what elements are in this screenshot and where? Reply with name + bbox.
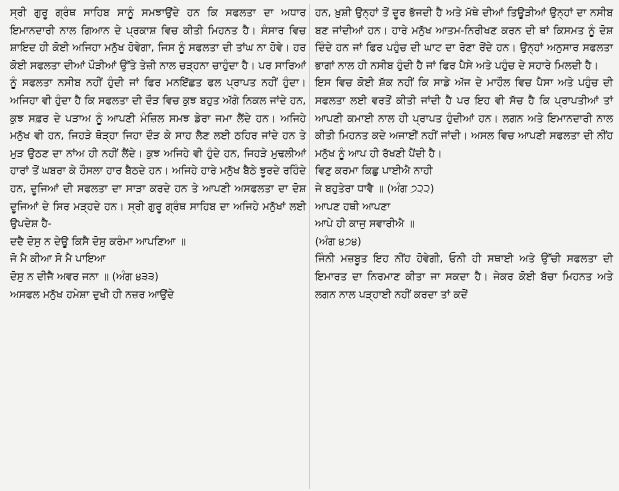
verse-ang-433 [10,234,306,287]
right-paragraph-3: ਜਿੰਨੀ ਮਜ਼ਬੂਤ ਇਹ ਨੀਂਹ ਹੋਵੇਗੀ, ਓਨੀ ਹੀ ਸਥਾਈ ਅਤੇ ਉੱਚੀ ਸਫਲਤਾ ਦੀ ਇਮਾਰਤ ਦਾ ਨਿਰਮਾਣ ਕੀਤਾ ਜਾ ਸਕਦਾ ਹੈ। ਜੇਕਰ ਕੋਈ ਬੱਚਾ ਮਿਹਨਤ ਅਤੇ ਲਗਨ ਨਾਲ ਪੜ੍ਹਾਈ ਨਹੀਂ ਕਰਦਾ ਤਾਂ ਕਦੋਂ [315,253,613,301]
column-divider [309,4,310,489]
verse-line: (ਅੰਗ ੪੭੪) [315,235,362,248]
verse-line: ਦਦੈ ਦੋਸੁ ਨ ਦੇਊ ਕਿਸੈ ਦੋਸੁ ਕਰੰਮਾ ਆਪਣਿਆ ॥ [10,235,186,248]
left-column [10,5,306,304]
right-column [315,5,613,304]
verse-line: ਜੋ ਮੈ ਕੀਆ ਸੋ ਮੈ ਪਾਇਆ [10,253,106,266]
left-paragraph-1: ਸ੍ਰੀ ਗੁਰੂ ਗ੍ਰੰਥ ਸਾਹਿਬ ਸਾਨੂੰ ਸਮਝਾਉਂਦੇ ਹਨ ਕਿ ਸਫਲਤਾ ਦਾ ਅਧਾਰ ਇਮਾਨਦਾਰੀ ਨਾਲ ਗਿਆਨ ਦੇ ਪ੍ਰਕਾਸ਼ ਵਿਚ ਕੀਤੀ ਮਿਹਨਤ ਹੈ। ਸੰਸਾਰ ਵਿਚ ਸ਼ਾਇਦ ਹੀ ਕੋਈ ਅਜਿਹਾ ਮਨੁੱਖ ਹੋਵੇਗਾ, ਜਿਸ ਨੂੰ ਸਫਲਤਾ ਦੀ ਤਾਂਘ ਨਾ ਹੋਵੇ। ਹਰ ਕੋਈ ਸਫਲਤਾ ਦੀਆਂ ਪੌੜੀਆਂ ਉੱਤੇ ਤੇਜ਼ੀ ਨਾਲ ਚੜ੍ਹਨਾ ਚਾਹੁੰਦਾ ਹੈ। ਪਰ ਸਾਰਿਆਂ ਨੂੰ ਸਫਲਤਾ ਨਸੀਬ ਨਹੀਂ ਹੁੰਦੀ ਜਾਂ ਫਿਰ ਮਨਇੱਛਤ ਫਲ ਪ੍ਰਾਪਤ ਨਹੀਂ ਹੁੰਦਾ। ਅਜਿਹਾ ਵੀ ਹੁੰਦਾ ਹੈ ਕਿ ਸਫਲਤਾ ਦੀ ਦੌੜ ਵਿਚ ਕੁਝ ਬਹੁਤ ਅੱਗੇ ਨਿਕਲ ਜਾਂਦੇ ਹਨ, ਕੁਝ ਸਫ਼ਰ ਦੇ ਪੜਾਅ ਨੂੰ ਆਪਣੀ ਮੰਜ਼ਿਲ ਸਮਝ ਡੇਰਾ ਜਮਾ ਲੈਂਦੇ ਹਨ। ਅਜਿਹੇ ਮਨੁੱਖ ਵੀ ਹਨ, ਜਿਹੜੇ ਥੋੜ੍ਹਾ ਜਿਹਾ ਦੌੜ ਕੇ ਸਾਹ ਲੈਣ ਲਈ ਠਹਿਰ ਜਾਂਦੇ ਹਨ ਤੇ ਮੁੜ ਉਠਣ ਦਾ ਨਾਂਅ ਹੀ ਨਹੀਂ ਲੈਂਦੇ। ਕੁਝ ਅਜਿਹੇ ਵੀ ਹੁੰਦੇ ਹਨ, ਜਿਹੜੇ ਮੁਢਲੀਆਂ ਹਾਰਾਂ ਤੋਂ ਘਬਰਾ ਕੇ ਹੌਸਲਾ ਹਾਰ ਬੈਠਦੇ ਹਨ। ਅਜਿਹੇ ਹਾਰੇ ਮਨੁੱਖ ਬੈਠੇ ਝੂਰਦੇ ਰਹਿੰਦੇ ਹਨ, ਦੂਜਿਆਂ ਦੀ ਸਫਲਤਾ ਦਾ ਸਾੜਾ ਕਰਦੇ ਹਨ ਤੇ ਆਪਣੀ ਅਸਫਲਤਾ ਦਾ ਦੋਸ਼ ਦੂਜਿਆਂ ਦੇ ਸਿਰ ਮੜ੍ਹਦੇ ਹਨ। ਸ੍ਰੀ ਗੁਰੂ ਗ੍ਰੰਥ ਸਾਹਿਬ ਦਾ ਅਜਿਹੇ ਮਨੁੱਖਾਂ ਲਈ ਉਪਦੇਸ਼ ਹੈ- [10,7,306,231]
left-paragraph-2: ਅਸਫਲ ਮਨੁੱਖ ਹਮੇਸ਼ਾ ਦੁਖੀ ਹੀ ਨਜ਼ਰ ਆਉਂਦੇ [10,288,175,301]
verse-ang-722 [315,163,613,198]
right-paragraph-1: ਹਨ, ਖ਼ੁਸ਼ੀ ਉਨ੍ਹਾਂ ਤੋਂ ਦੂਰ ਭੱਜਦੀ ਹੈ ਅਤੇ ਮੱਥੇ ਦੀਆਂ ਤਿਊੜੀਆਂ ਉਨ੍ਹਾਂ ਦਾ ਨਸੀਬ ਬਣ ਜਾਂਦੀਆਂ ਹਨ। ਹਾਰੇ ਮਨੁੱਖ ਆਤਮ-ਨਿਰੀਖਣ ਕਰਨ ਦੀ ਥਾਂ ਕਿਸਮਤ ਨੂੰ ਦੋਸ਼ ਦਿੰਦੇ ਹਨ ਜਾਂ ਫਿਰ ਪਹੁੰਚ ਦੀ ਘਾਟ ਦਾ ਰੋਣਾ ਰੋਂਦੇ ਹਨ। ਉਨ੍ਹਾਂ ਅਨੁਸਾਰ ਸਫਲਤਾ ਭਾਗਾਂ ਨਾਲ ਹੀ ਨਸੀਬ ਹੁੰਦੀ ਹੈ ਜਾਂ ਫਿਰ ਪੈਸੇ ਅਤੇ ਪਹੁੰਚ ਦੇ ਸਹਾਰੇ ਮਿਲਦੀ ਹੈ। [315,7,613,72]
verse-line: ਜੇ ਬਹੁਤੇਰਾ ਧਾਵੈ ॥ (ਅੰਗ ੭੨੨) [315,182,435,195]
verse-line: ਆਪੇ ਹੀ ਕਾਜੁ ਸਵਾਰੀਐ ॥ [315,218,415,231]
verse-line: ਦੋਸੁ ਨ ਦੀਜੈ ਅਵਰ ਜਨਾ ॥ (ਅੰਗ ੪੩੩) [10,270,159,283]
verse-ang-474 [315,199,613,252]
verse-line: ਵਿਣੁ ਕਰਮਾ ਕਿਛੁ ਪਾਈਐ ਨਾਹੀ [315,165,433,178]
right-paragraph-2: ਇਸ ਵਿਚ ਕੋਈ ਸ਼ੱਕ ਨਹੀਂ ਕਿ ਸਾਡੇ ਅੱਜ ਦੇ ਮਾਹੌਲ ਵਿਚ ਪੈਸਾ ਅਤੇ ਪਹੁੰਚ ਦੀ ਸਫਲਤਾ ਲਈ ਵਰਤੋਂ ਕੀਤੀ ਜਾਂਦੀ ਹੈ ਪਰ ਇਹ ਵੀ ਸੱਚ ਹੈ ਕਿ ਪ੍ਰਾਪਤੀਆਂ ਤਾਂ ਆਪਣੀ ਕਮਾਈ ਨਾਲ ਹੀ ਪ੍ਰਾਪਤ ਹੁੰਦੀਆਂ ਹਨ। ਲਗਨ ਅਤੇ ਇਮਾਨਦਾਰੀ ਨਾਲ ਕੀਤੀ ਮਿਹਨਤ ਕਦੇ ਅਜਾਈਂ ਨਹੀਂ ਜਾਂਦੀ। ਅਸਲ ਵਿਚ ਆਪਣੀ ਸਫਲਤਾ ਦੀ ਨੀਂਹ ਮਨੁੱਖ ਨੂੰ ਆਪ ਹੀ ਰੱਖਣੀ ਪੈਂਦੀ ਹੈ। [315,77,613,160]
verse-line: ਆਪਣ ਹਥੀ ਆਪਣਾ [315,200,391,213]
